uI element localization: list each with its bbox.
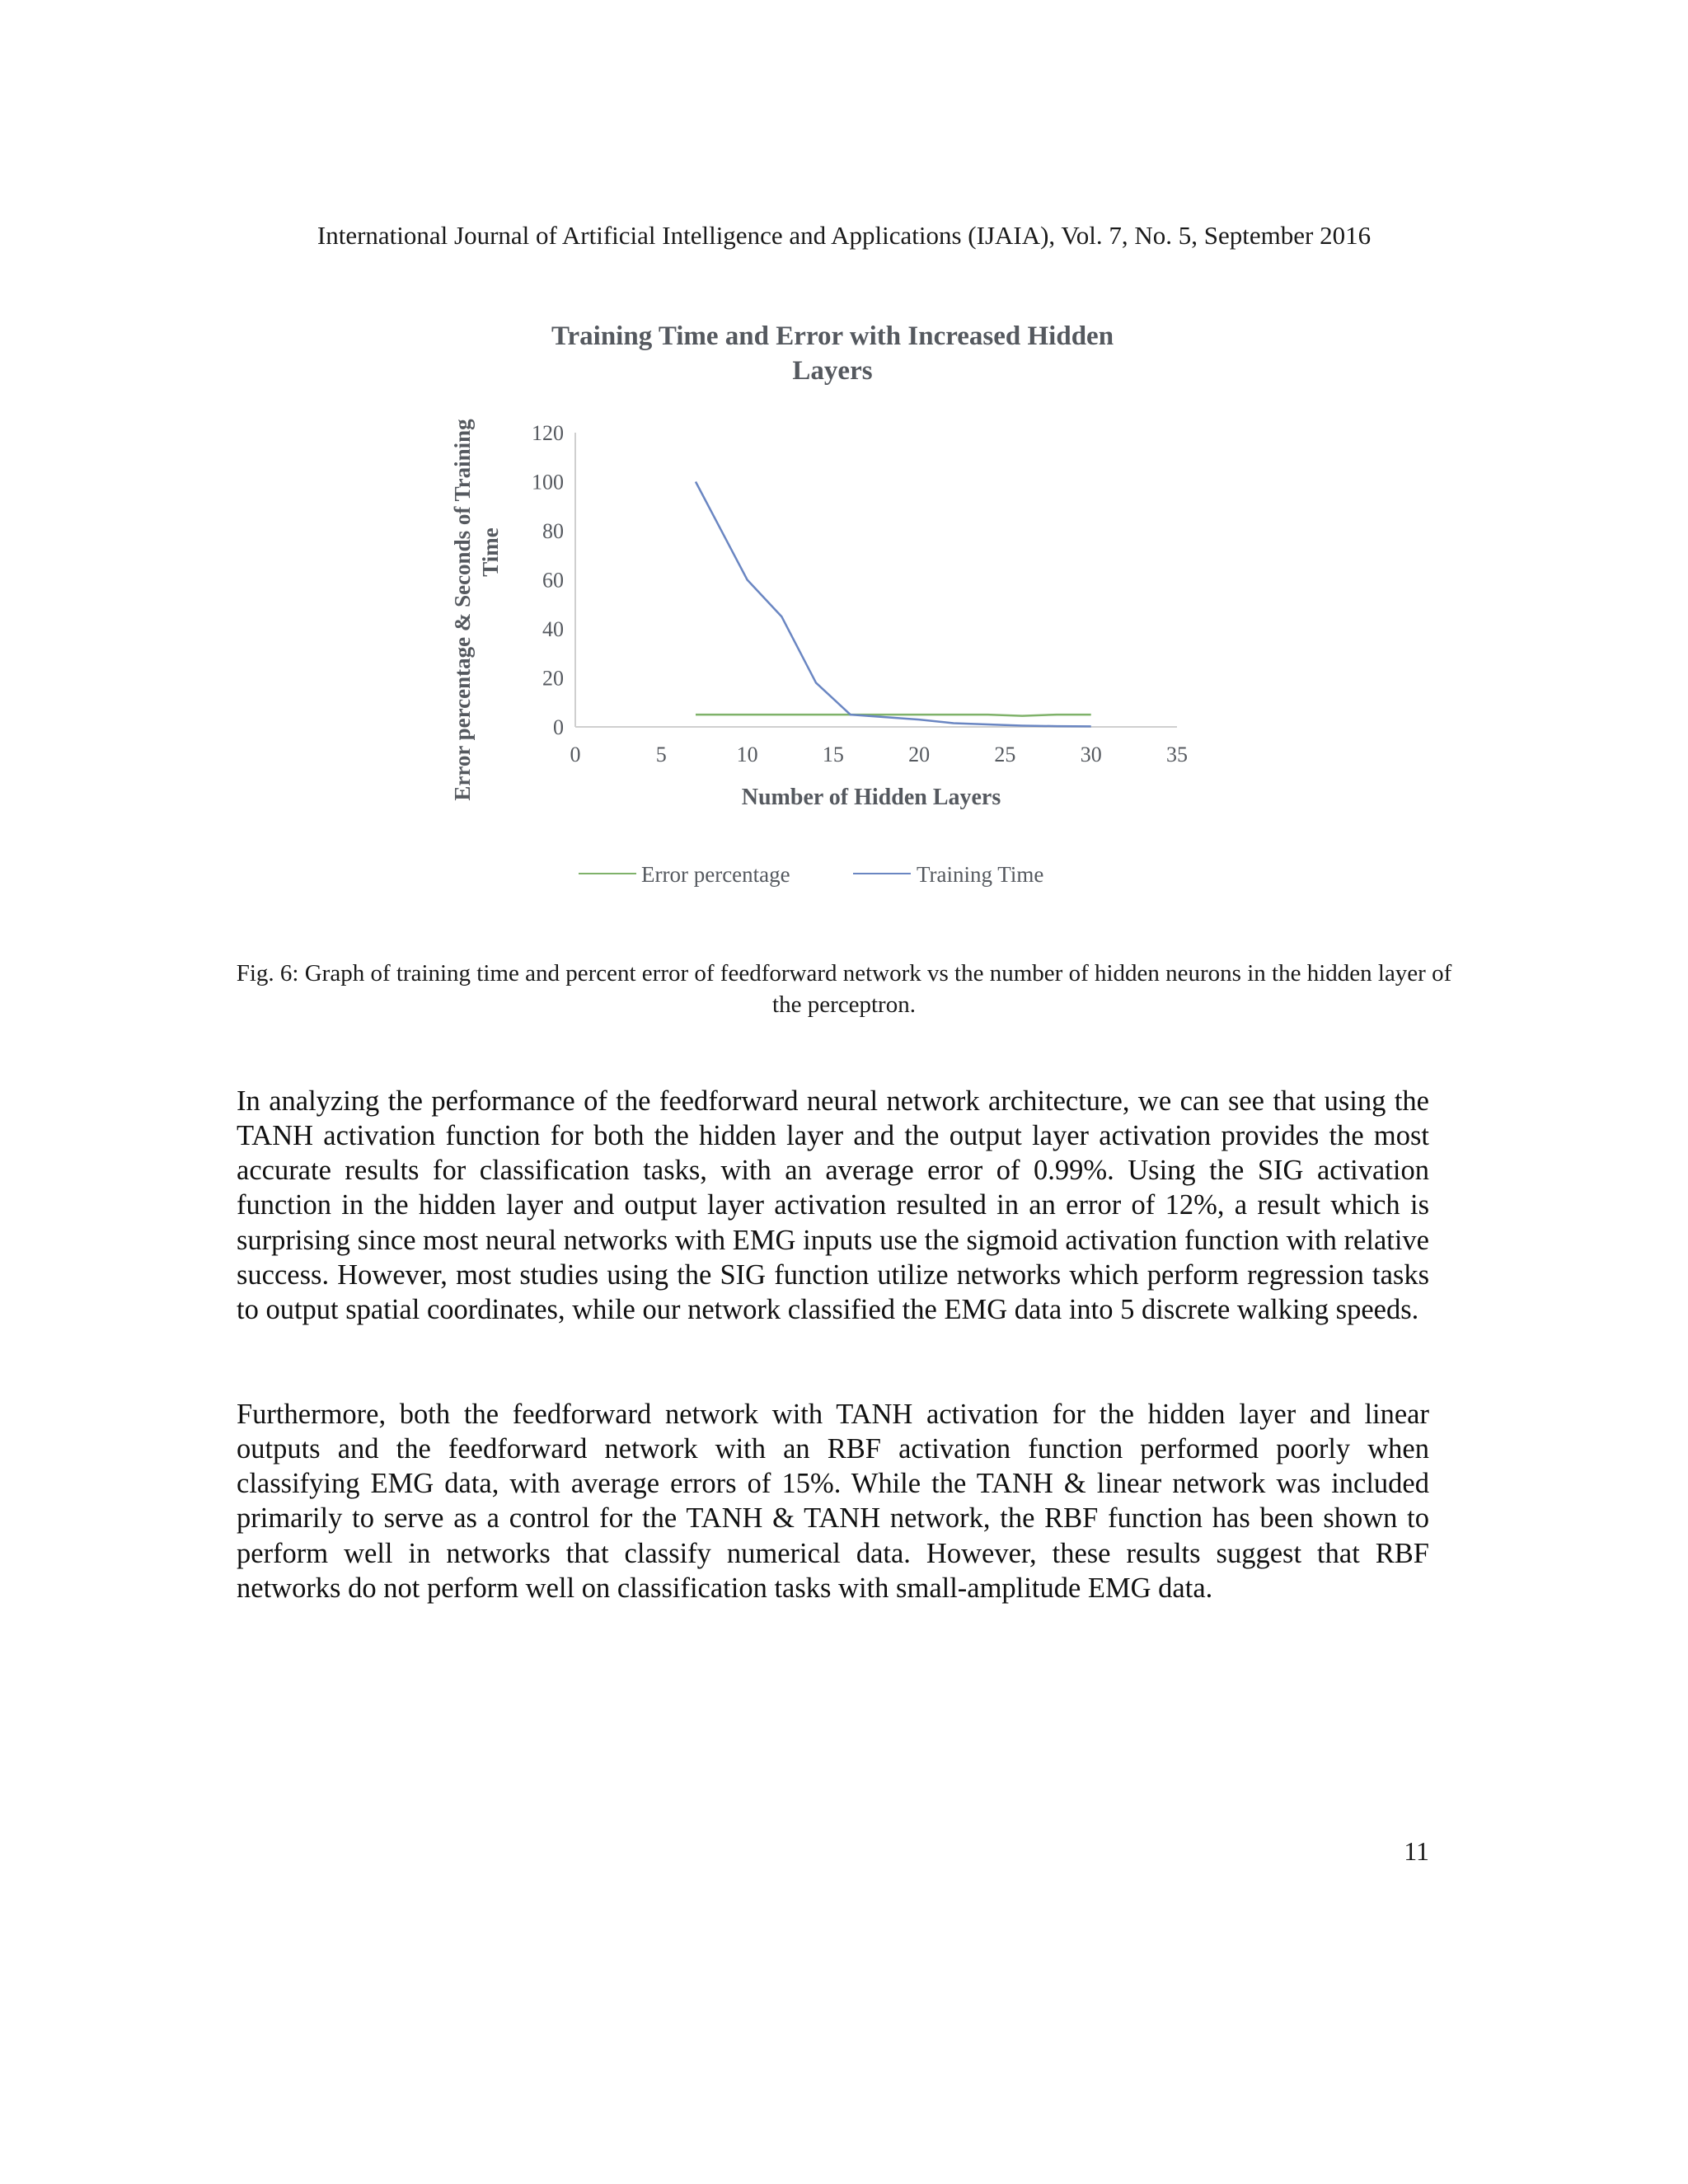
body-paragraph-2: Furthermore, both the feedforward network with TANH activation for the hidden layer and linear outputs and the feedforward network with an RBF activation function performed poorly when classifying EMG data, with average errors of 15%. While the TANH & linear network was included primarily to serve as a control for the TANH & TANH network, the RBF function has been shown to perform well in networks that classify numerical data. However, these results suggest that RBF networks do not perform well on classification tasks with small-amplitude EMG data.: [237, 1398, 1429, 1604]
x-tick-label: 10: [736, 743, 758, 766]
y-axis-label-line-1: Error percentage & Seconds of Training: [450, 419, 475, 801]
legend-training-label: Training Time: [917, 862, 1044, 887]
page-number: 11: [1404, 1836, 1429, 1866]
series-line-training-time: [696, 482, 1091, 727]
y-tick-label: 120: [532, 421, 564, 445]
x-axis-label: Number of Hidden Layers: [741, 785, 1001, 810]
x-tick-label: 30: [1080, 743, 1102, 766]
journal-header: International Journal of Artificial Intelligence and Applications (IJAIA), Vol. 7, No. 5, September 2016: [316, 221, 1372, 250]
y-tick-label: 40: [542, 617, 564, 641]
training-time-error-chart: [429, 313, 1253, 907]
chart-title-line-1: Training Time and Error with Increased Hidden: [551, 321, 1114, 351]
figure-caption: Fig. 6: Graph of training time and percent error of feedforward network vs the number of hidden neurons in the hidden layer of the perceptron.: [236, 960, 1452, 1018]
x-tick-label: 5: [655, 743, 667, 766]
x-tick-label: 35: [1166, 743, 1188, 766]
y-tick-label: 0: [553, 715, 564, 739]
chart-title-line-2: Layers: [792, 356, 873, 386]
y-tick-label: 80: [542, 519, 564, 543]
x-tick-label: 0: [570, 743, 581, 766]
x-tick-label: 20: [908, 743, 931, 766]
y-tick-label: 60: [542, 568, 564, 593]
x-tick-label: 25: [994, 743, 1016, 766]
y-tick-label: 100: [532, 470, 564, 494]
legend-error-label: Error percentage: [641, 862, 790, 887]
x-tick-label: 15: [822, 743, 844, 766]
y-tick-label: 20: [542, 666, 564, 691]
body-paragraph-1: In analyzing the performance of the feedforward neural network architecture, we can see that using the TANH activation function for both the hidden layer and the output layer activation provides the most accurate results for classification tasks, with an average error of 0.99%. Using the SIG activation function in the hidden layer and output layer activation resulted in an error of 12%, a result which is surprising since most neural networks with EMG inputs use the sigmoid activation function with relative success. However, most studies using the SIG function utilize networks which perform regression tasks to output spatial coordinates, while our network classified the EMG data into 5 discrete walking speeds.: [237, 1085, 1429, 1326]
y-axis-label-line-2: Time: [478, 527, 503, 577]
series-line-error-percentage: [696, 715, 1091, 716]
